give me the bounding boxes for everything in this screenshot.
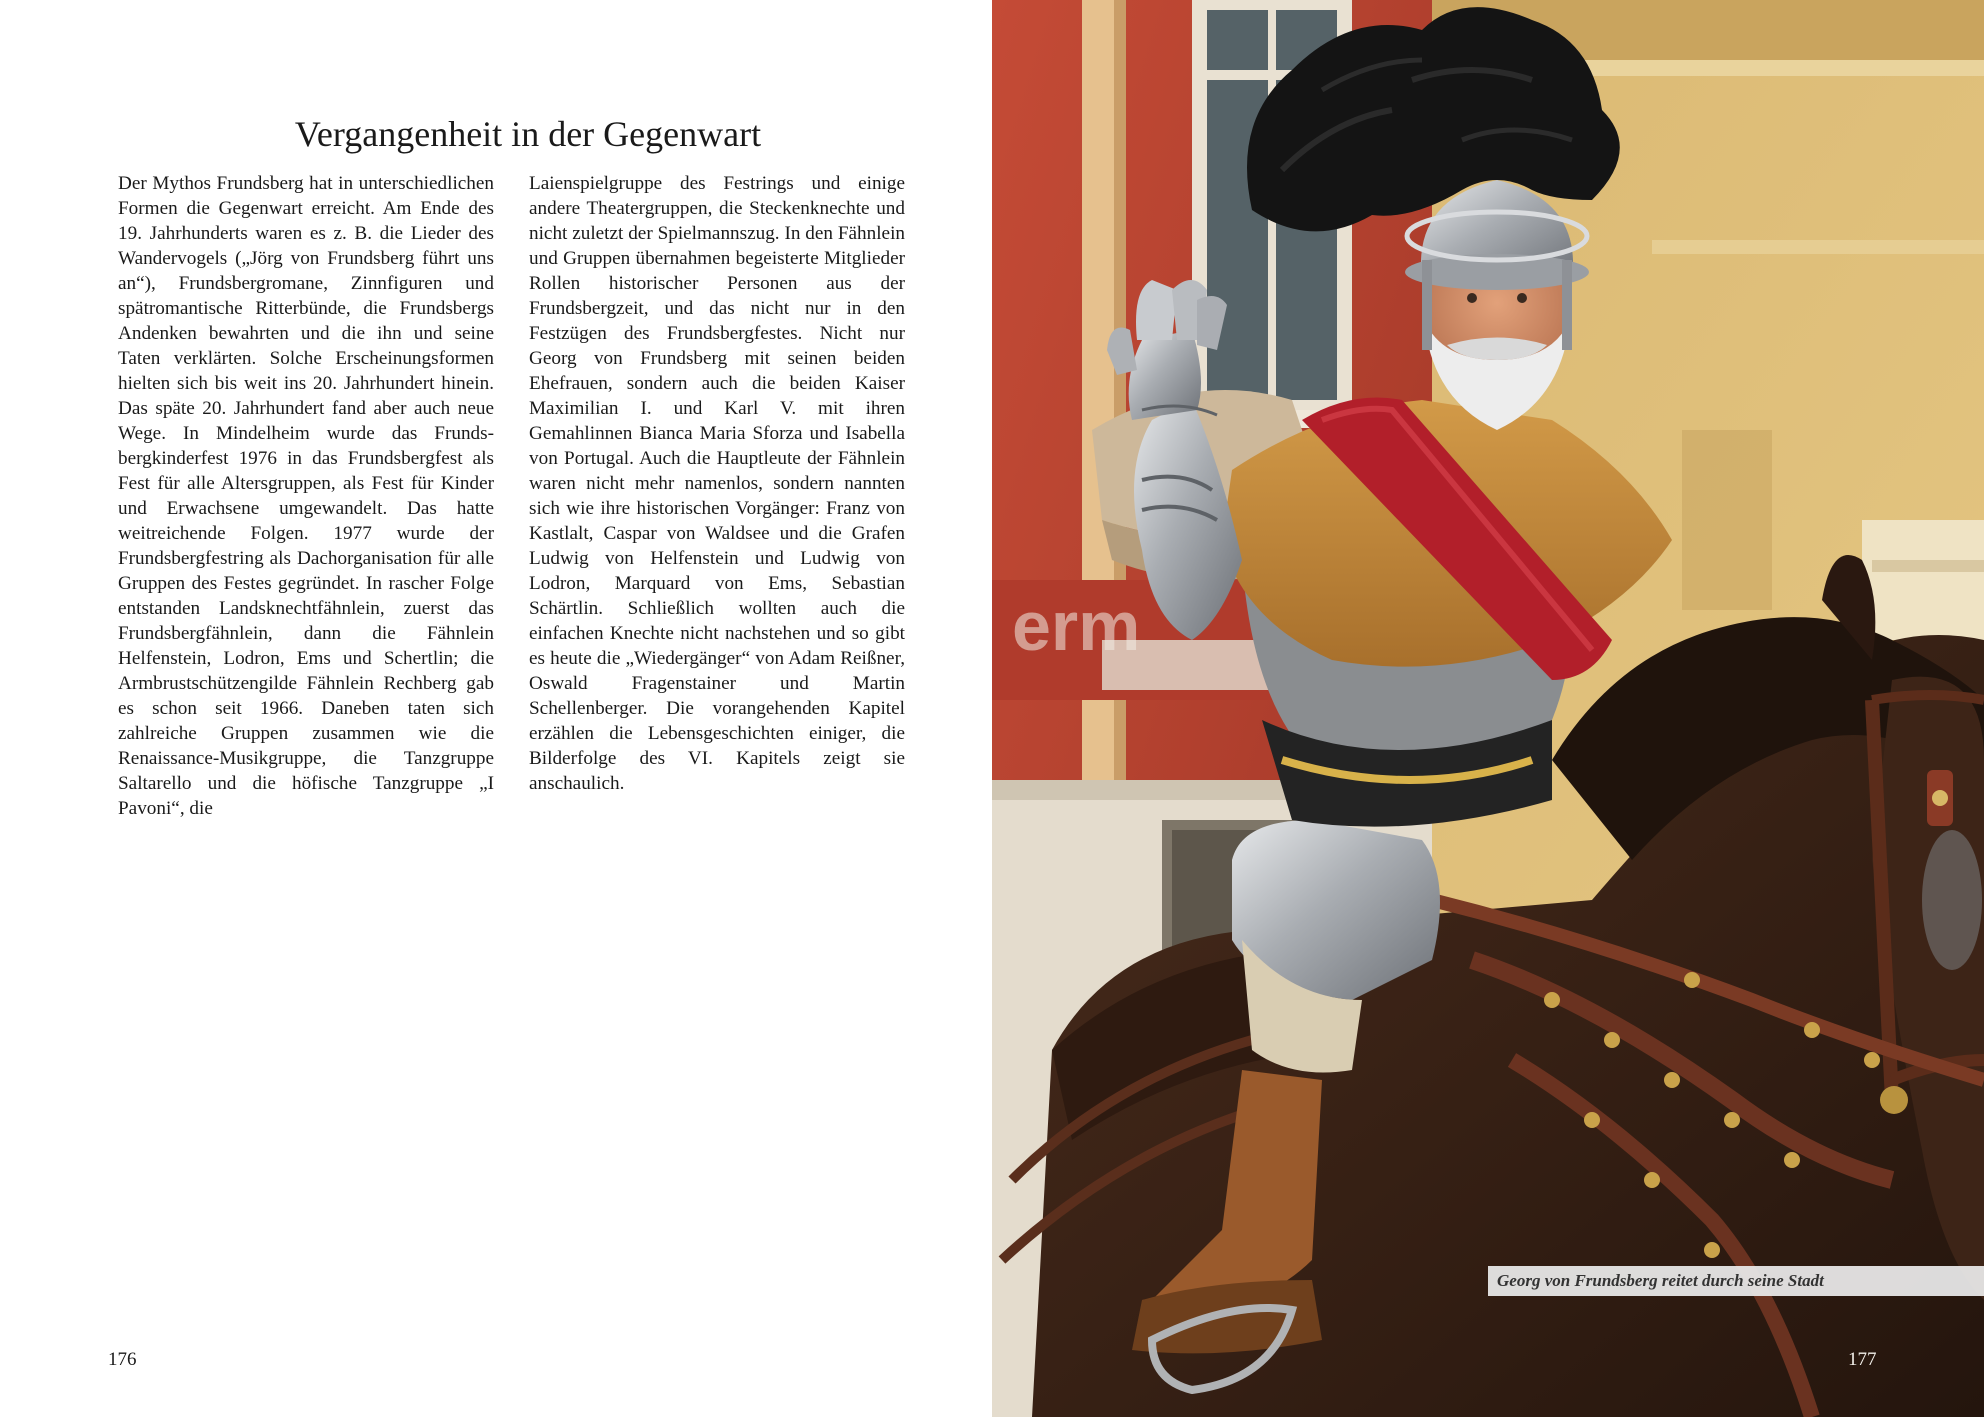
page-number-left: 176 — [108, 1349, 137, 1370]
page-number-right: 177 — [1848, 1349, 1877, 1370]
right-page — [992, 0, 1984, 1417]
svg-text:erm: erm — [1012, 587, 1141, 665]
photo-knight-on-horse — [992, 0, 1984, 1417]
text-column-right: Laienspielgruppe des Festrings und einige andere Theatergruppen, die Steckenknechte und nicht zuletzt der Spielmannszug. In den Fähnlein und Gruppen übernahmen begeisterte Mitglieder Rollen historischer Personen aus der Frundsbergzeit, und das nicht nur in den Festzügen des Frundsbergfestes. Nicht nur Georg von Frundsberg mit seinen beiden Ehefrauen, sondern auch die beiden Kaiser Maximilian I. und Karl V. mit ihren Gemahlinnen Bianca Maria Sforza und Isabella von Portugal. Auch die Hauptleute der Fähnlein waren nicht mehr namenlos, sondern nannten sich wie ihre historischen Vorgänger: Franz von Kastlalt, Caspar von Waldsee und die Grafen Ludwig von Helfenstein und Ludwig von Lodron, Marquard von Ems, Sebastian Schärtlin. Schließlich wollten auch die einfachen Knechte nicht nachstehen und so gibt es heute die „Wiedergänger“ von Adam Reißner, Oswald Fragenstainer und Martin Schellenberger. Die vorangehenden Kapitel erzählen die Lebensgeschichten einiger, die Bilderfolge des VI. Kapitels zeigt sie anschaulich. — [529, 173, 905, 794]
photo-caption: Georg von Frundsberg reitet durch seine Stadt — [1488, 1266, 1984, 1296]
text-column-left: Der Mythos Frundsberg hat in unterschiedlichen Formen die Gegenwart erreicht. Am Ende des 19. Jahrhunderts waren es z. B. die Lieder des Wandervogels („Jörg von Frundsberg führt uns an“), Frundsbergromane, Zinnfiguren und spätromantische Ritterbünde, die Frundsbergs Andenken bewahrten und die ihn und seine Taten verklärten. Solche Erscheinungsformen hielten sich bis weit ins 20. Jahrhundert hinein. Das späte 20. Jahrhundert fand aber auch neue Wege. In Mindelheim wurde das Frundsbergkinderfest 1976 in das Frundsbergfest als Fest für alle Altersgruppen, als Fest für Kinder und Erwachsene umgewandelt. Das hatte weitreichende Folgen. 1977 wurde der Frundsbergfestring als Dachorganisation für alle Gruppen des Festes gegründet. In rascher Folge entstanden Landsknechtfähnlein, zuerst das Frundsbergfähnlein, dann die Fähnlein Helfenstein, Lodron, Ems und Schertlin; die Armbrustschützengilde Fähnlein Rechberg gab es schon seit 1966. Daneben taten sich zahlreiche Gruppen zusammen wie die Renaissance-Musikgruppe, die Tanzgruppe Saltarello und die höfische Tanzgruppe „I Pavoni“, die — [118, 173, 494, 819]
page-title: Vergangenheit in der Gegenwart — [294, 114, 762, 154]
